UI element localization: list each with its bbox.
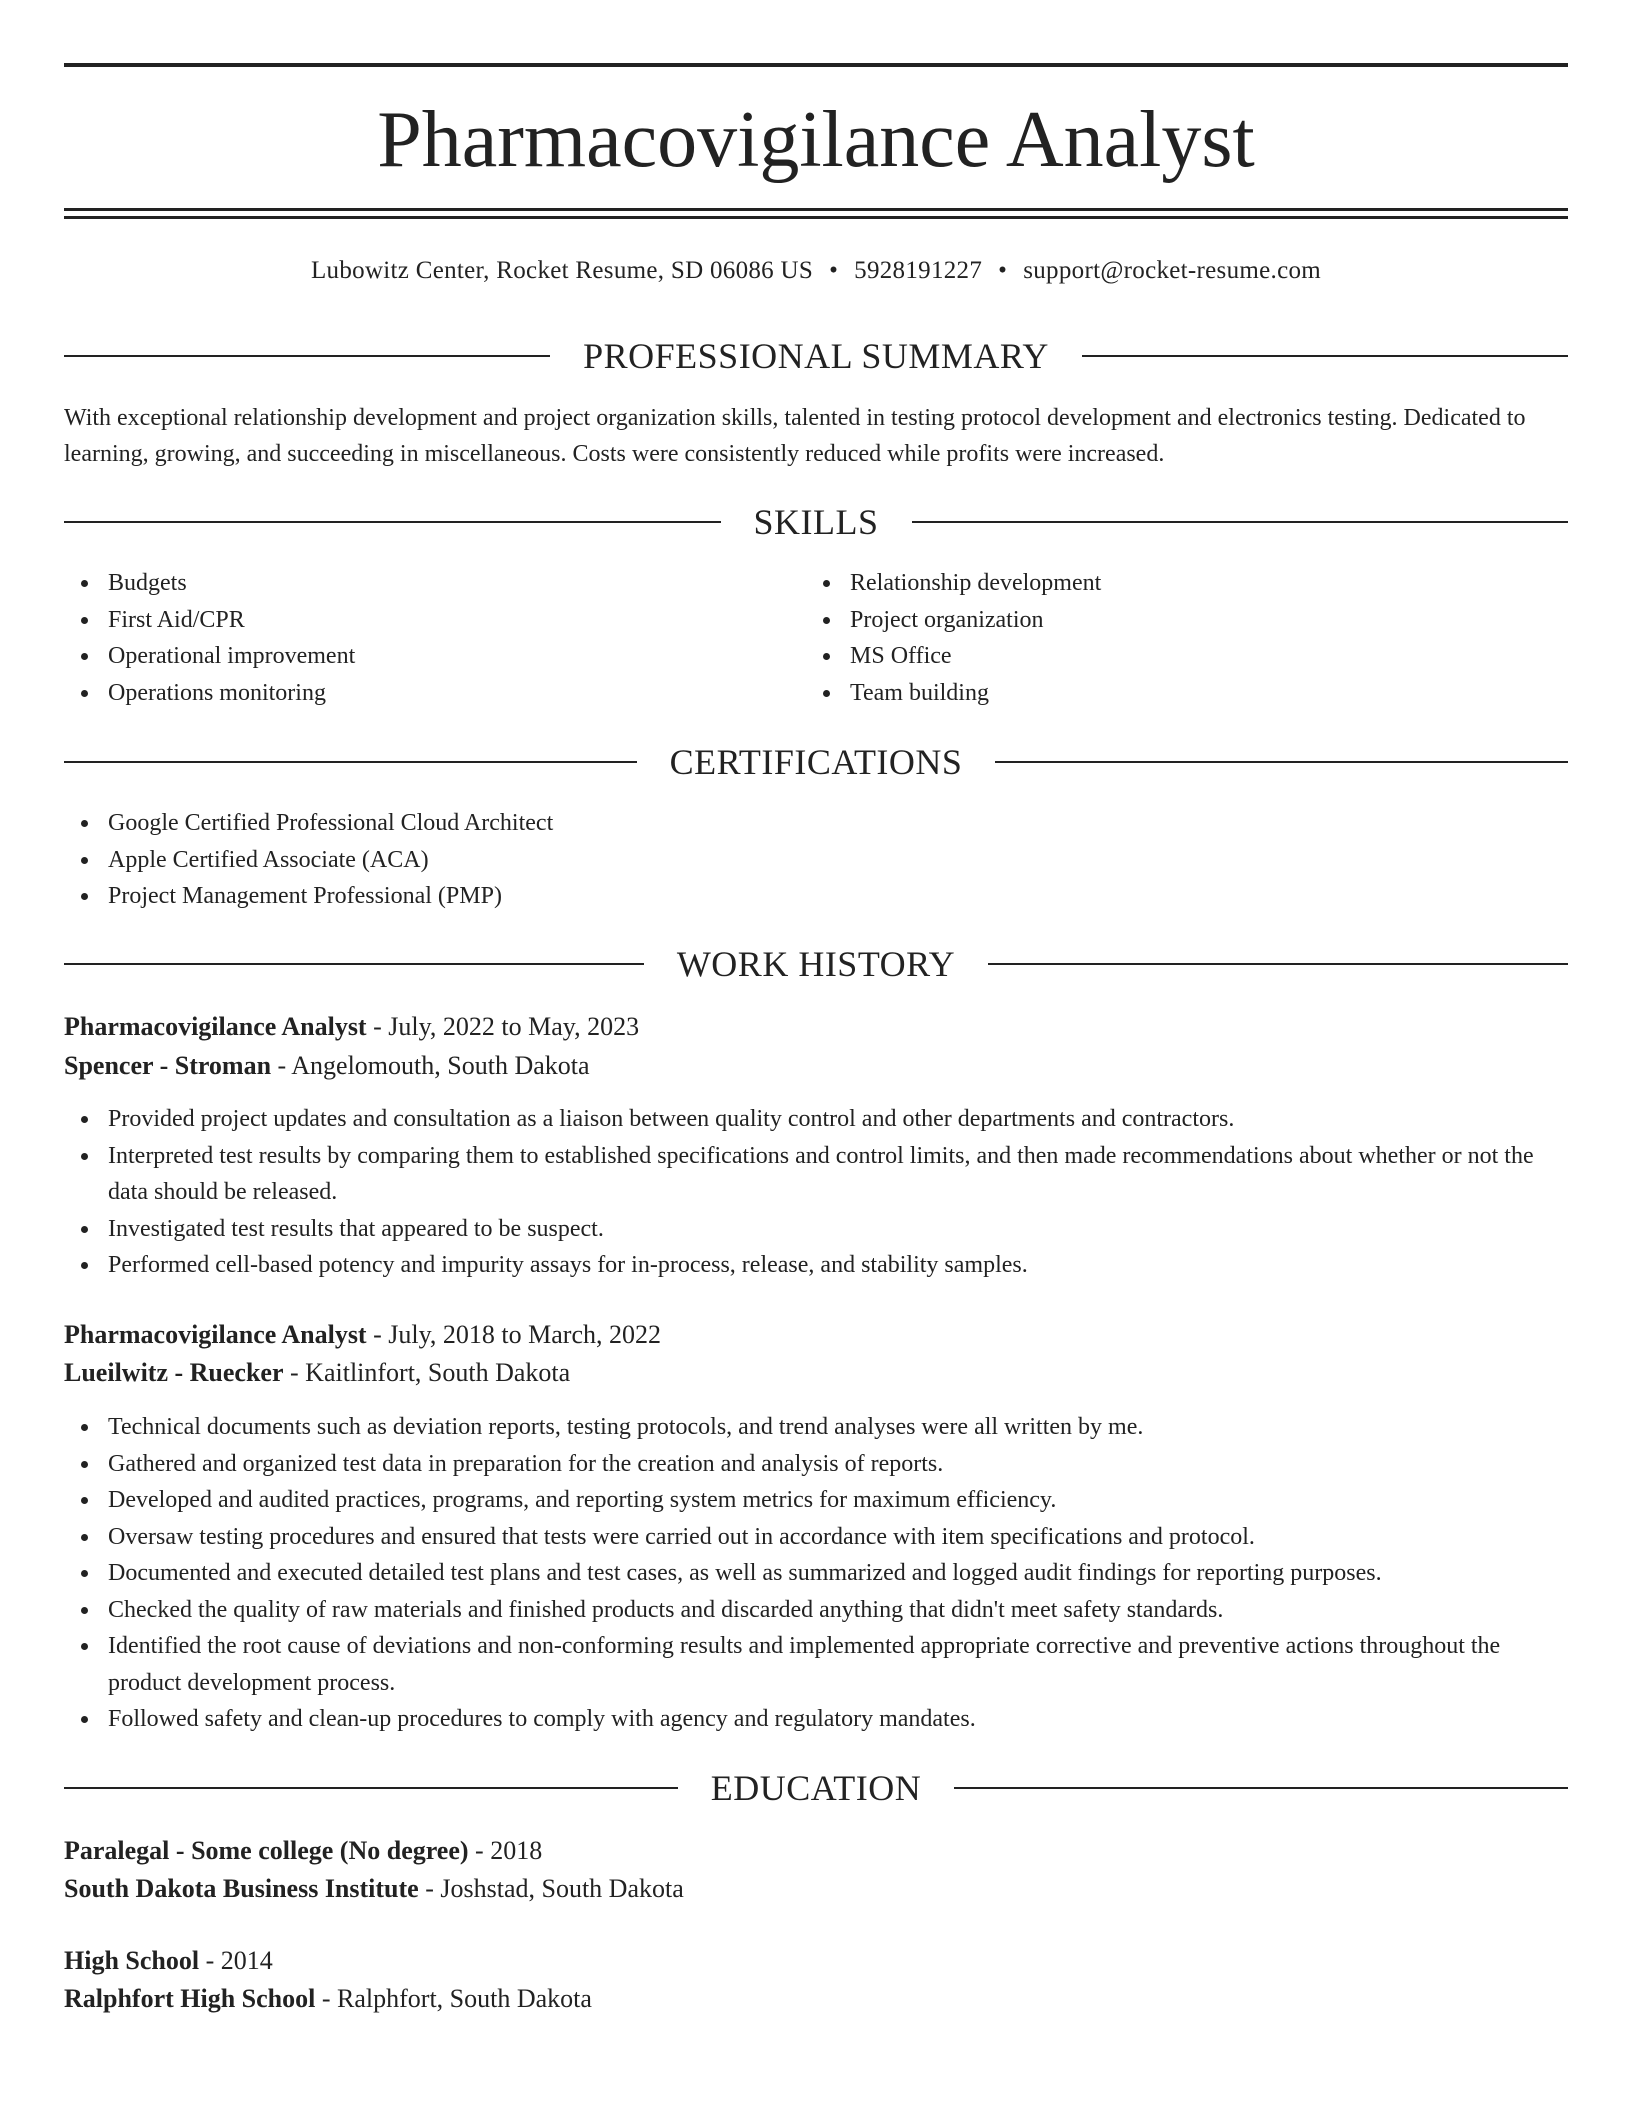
job-duty-item: Checked the quality of raw materials and finished products and discarded anything that didn't meet safety standards.: [108, 1592, 1568, 1629]
skill-item: First Aid/CPR: [108, 602, 808, 639]
contact-phone: 5928191227: [854, 257, 983, 284]
job-duty-item: Interpreted test results by comparing them to established specifications and control limits, and then made recommendations about whether or not the data should be released.: [108, 1138, 1568, 1211]
summary-title: PROFESSIONAL SUMMARY: [583, 336, 1049, 376]
certifications-list: [64, 805, 1568, 915]
education-location: - Joshstad, South Dakota: [418, 1874, 684, 1903]
job-company: Spencer - Stroman: [64, 1051, 272, 1080]
contact-separator: •: [998, 257, 1008, 284]
job-role: Pharmacovigilance Analyst: [64, 1320, 367, 1349]
education-year: - 2018: [468, 1836, 543, 1865]
heading-rule-left: [64, 521, 721, 523]
education-degree: High School: [64, 1946, 200, 1975]
skills-list-left: [64, 565, 808, 711]
heading-rule-left: [64, 1787, 678, 1789]
contact-separator: •: [829, 257, 839, 284]
work-history-section-heading: [64, 942, 1568, 986]
education-degree-line: [64, 1942, 1568, 1980]
skill-item: Operations monitoring: [108, 675, 808, 712]
certification-item: Project Management Professional (PMP): [108, 878, 1568, 915]
job-dates: - July, 2018 to March, 2022: [366, 1320, 661, 1349]
education-school-line: [64, 1870, 1568, 1908]
header-double-rule-upper: [64, 208, 1568, 211]
certifications-title: CERTIFICATIONS: [669, 742, 963, 782]
heading-rule-left: [64, 761, 637, 763]
education-location: - Ralphfort, South Dakota: [315, 1984, 592, 2013]
heading-rule-right: [1082, 355, 1568, 357]
candidate-name: Pharmacovigilance Analyst: [377, 96, 1255, 184]
job-duty-item: Performed cell-based potency and impurity assays for in-process, release, and stability samples.: [108, 1247, 1568, 1284]
heading-rule-left: [64, 355, 550, 357]
education-school: Ralphfort High School: [64, 1984, 316, 2013]
job-duty-item: Developed and audited practices, programs, and reporting system metrics for maximum efficiency.: [108, 1482, 1568, 1519]
work-history-title: WORK HISTORY: [676, 944, 956, 984]
job-role: Pharmacovigilance Analyst: [64, 1012, 367, 1041]
certifications-section-heading: [64, 740, 1568, 784]
education-school: South Dakota Business Institute: [64, 1874, 419, 1903]
job-duties-list: [64, 1101, 1568, 1284]
skill-item: Budgets: [108, 565, 808, 602]
header-double-rule-lower: [64, 216, 1568, 219]
job-duty-item: Followed safety and clean-up procedures to comply with agency and regulatory mandates.: [108, 1701, 1568, 1738]
contact-line: [64, 254, 1568, 288]
education-section-heading: [64, 1766, 1568, 1810]
contact-address: Lubowitz Center, Rocket Resume, SD 06086 US: [310, 257, 814, 284]
summary-text: With exceptional relationship development and project organization skills, talented in testing protocol development and electronics testing. Dedicated to learning, growing, and succeeding in miscellaneous. Costs were consistently reduced while profits were increased.: [64, 405, 1526, 467]
skill-item: Operational improvement: [108, 638, 808, 675]
job-title-line: [64, 1008, 1568, 1046]
skill-item: Project organization: [850, 602, 1550, 639]
job-title-line: [64, 1316, 1568, 1354]
job-dates: - July, 2022 to May, 2023: [366, 1012, 640, 1041]
heading-rule-right: [912, 521, 1569, 523]
job-duty-item: Oversaw testing procedures and ensured that tests were carried out in accordance with item specifications and protocol.: [108, 1519, 1568, 1556]
job-company: Lueilwitz - Ruecker: [64, 1358, 284, 1387]
job-duty-item: Documented and executed detailed test plans and test cases, as well as summarized and logged audit findings for reporting purposes.: [108, 1555, 1568, 1592]
skill-item: Relationship development: [850, 565, 1550, 602]
education-year: - 2014: [199, 1946, 273, 1975]
skill-item: MS Office: [850, 638, 1550, 675]
contact-email: support@rocket-resume.com: [1023, 257, 1322, 284]
job-location: - Angelomouth, South Dakota: [271, 1051, 590, 1080]
job-duty-item: Provided project updates and consultation as a liaison between quality control and other departments and contractors.: [108, 1101, 1568, 1138]
skills-list-right: [806, 565, 1550, 711]
job-duties-list: [64, 1409, 1568, 1738]
job-company-line: [64, 1047, 1568, 1085]
job-company-line: [64, 1354, 1568, 1392]
header-top-rule: [64, 63, 1568, 67]
education-degree-line: [64, 1832, 1568, 1870]
certification-item: Google Certified Professional Cloud Architect: [108, 805, 1568, 842]
heading-rule-right: [995, 761, 1568, 763]
skills-title: SKILLS: [753, 502, 879, 542]
job-duty-item: Investigated test results that appeared to be suspect.: [108, 1211, 1568, 1248]
job-location: - Kaitlinfort, South Dakota: [283, 1358, 571, 1387]
education-title: EDUCATION: [710, 1768, 922, 1808]
education-school-line: [64, 1980, 1568, 2018]
job-duty-item: Identified the root cause of deviations and non-conforming results and implemented appropriate corrective and preventive actions throughout the product development process.: [108, 1628, 1568, 1701]
skills-section-heading: [64, 500, 1568, 544]
job-duty-item: Technical documents such as deviation reports, testing protocols, and trend analyses were all written by me.: [108, 1409, 1568, 1446]
job-duty-item: Gathered and organized test data in preparation for the creation and analysis of reports.: [108, 1446, 1568, 1483]
skill-item: Team building: [850, 675, 1550, 712]
heading-rule-right: [954, 1787, 1568, 1789]
summary-section-heading: [64, 334, 1568, 378]
education-degree: Paralegal - Some college (No degree): [64, 1836, 469, 1865]
heading-rule-right: [988, 963, 1568, 965]
certification-item: Apple Certified Associate (ACA): [108, 842, 1568, 879]
heading-rule-left: [64, 963, 644, 965]
